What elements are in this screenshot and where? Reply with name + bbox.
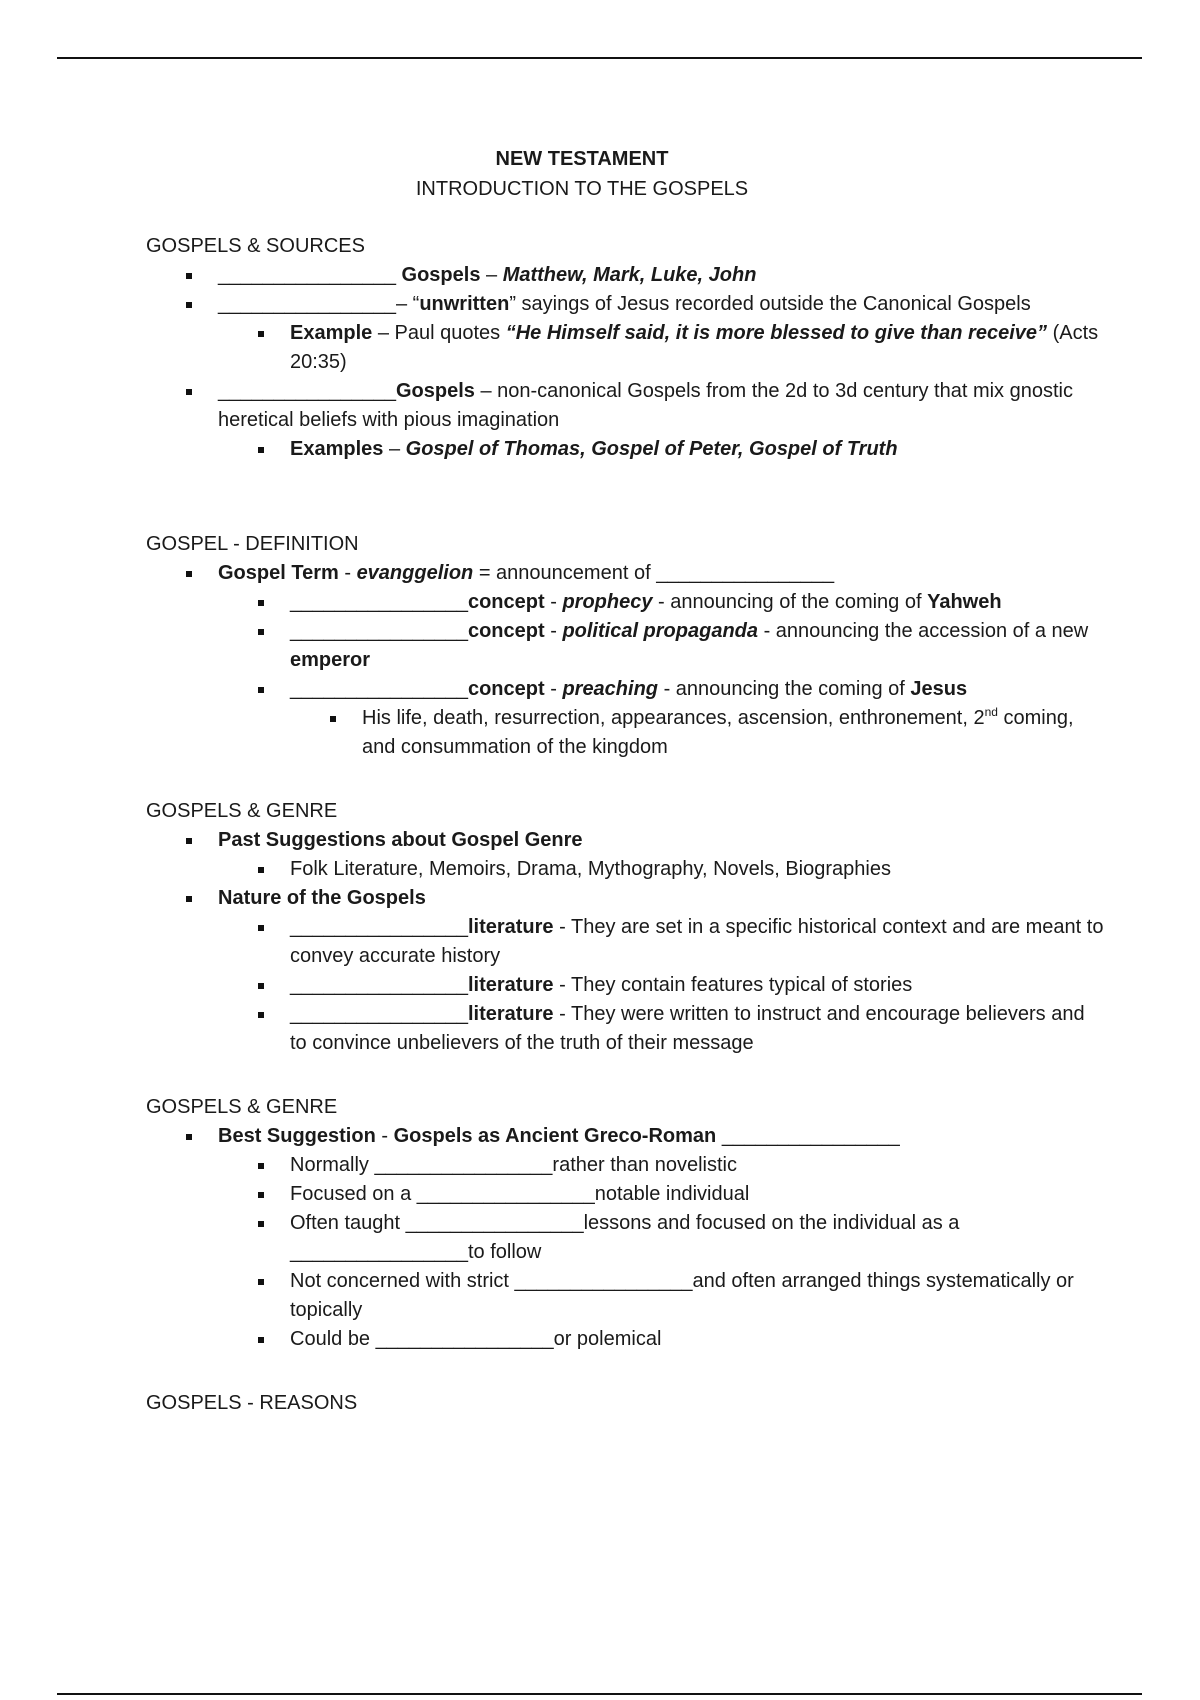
bullet-icon	[186, 896, 192, 902]
top-rule	[57, 57, 1142, 59]
term: Nature of the Gospels	[218, 887, 426, 909]
superscript: nd	[984, 705, 998, 719]
bullet-icon	[258, 1163, 264, 1169]
concept-type: prophecy	[562, 591, 653, 613]
term: emperor	[290, 649, 371, 671]
text: - They contain features typical of stories	[553, 974, 913, 996]
term: concept	[467, 591, 545, 613]
text: to follow	[467, 1241, 542, 1263]
fill-blank: ________________	[290, 1241, 468, 1263]
bullet-list	[146, 559, 1106, 762]
bullet-icon	[258, 1279, 264, 1285]
term: Gospel Term	[218, 562, 339, 584]
section-gospels-genre-best	[146, 1093, 1106, 1354]
canonical-gospels: Matthew, Mark, Luke, John	[502, 264, 757, 286]
fill-blank: ________________	[290, 678, 468, 700]
list-item	[146, 290, 1106, 319]
term: literature	[467, 1003, 554, 1025]
text: Could be	[290, 1328, 376, 1350]
list-item	[146, 913, 1106, 971]
text: lessons and focused on the individual as a	[583, 1212, 960, 1234]
list-item	[146, 435, 1106, 464]
text: - announcing the accession of a new	[758, 620, 1089, 642]
concept-type: preaching	[562, 678, 659, 700]
text: or polemical	[553, 1328, 662, 1350]
text: Folk Literature, Memoirs, Drama, Mythography, Novels, Biographies	[290, 858, 891, 880]
fill-blank: ________________	[218, 380, 396, 402]
list-item	[146, 826, 1106, 855]
concept-type: political propaganda	[562, 620, 759, 642]
text: –	[383, 438, 406, 460]
quote: “He Himself said, it is more blessed to give than receive”	[505, 322, 1048, 344]
fill-blank: ________________	[290, 1003, 468, 1025]
list-item	[146, 704, 1106, 762]
bullet-icon	[330, 716, 336, 722]
term: Gospels	[395, 380, 475, 402]
bullet-icon	[258, 687, 264, 693]
text: -	[544, 678, 563, 700]
bullet-icon	[258, 1192, 264, 1198]
term: concept	[467, 678, 545, 700]
text: -	[338, 562, 357, 584]
bullet-icon	[186, 571, 192, 577]
term: Jesus	[910, 678, 968, 700]
bullet-icon	[258, 1337, 264, 1343]
text: His life, death, resurrection, appearances, ascension, enthronement, 2	[362, 707, 985, 729]
term: Past Suggestions about Gospel Genre	[218, 829, 583, 851]
term: unwritten	[419, 293, 510, 315]
list-item	[146, 559, 1106, 588]
text: –	[480, 264, 503, 286]
term: literature	[467, 974, 554, 996]
section-gospels-genre	[146, 797, 1106, 1058]
bullet-icon	[186, 389, 192, 395]
term: Best Suggestion	[218, 1125, 376, 1147]
term: literature	[467, 916, 554, 938]
list-item	[146, 588, 1106, 617]
greek-term: evanggelion	[356, 562, 474, 584]
text: - They are set in a specific historical context and are meant to convey accurate history	[290, 916, 1104, 967]
bullet-icon	[258, 1012, 264, 1018]
text: Focused on a	[290, 1183, 417, 1205]
list-item	[146, 884, 1106, 913]
bullet-icon	[258, 867, 264, 873]
list-item	[146, 377, 1106, 435]
section-heading: GOSPELS & GENRE	[146, 1096, 338, 1118]
text: – non-canonical Gospels from the 2d to 3d century that mix gnostic heretical beliefs with pious imagination	[218, 380, 1073, 431]
text: -	[544, 591, 563, 613]
bullet-list	[146, 261, 1106, 464]
bullet-icon	[258, 331, 264, 337]
term: Yahweh	[927, 591, 1002, 613]
document-title: NEW TESTAMENT	[495, 148, 669, 170]
text: – “	[395, 293, 420, 315]
bottom-rule	[57, 1693, 1142, 1695]
bullet-icon	[186, 838, 192, 844]
text: - They were written to instruct and encourage believers and to convince unbelievers of the truth of their message	[290, 1003, 1085, 1054]
bullet-icon	[258, 983, 264, 989]
section-gospels-reasons	[146, 1389, 1106, 1418]
term: concept	[467, 620, 545, 642]
list-item	[146, 855, 1106, 884]
list-item	[146, 1151, 1106, 1180]
text: - announcing of the coming of	[652, 591, 928, 613]
text: Not concerned with strict	[290, 1270, 515, 1292]
text: rather than novelistic	[552, 1154, 737, 1176]
section-heading: GOSPELS & GENRE	[146, 800, 338, 822]
bullet-list	[146, 1122, 1106, 1354]
list-item	[146, 1180, 1106, 1209]
text: and often arranged things systematically or topically	[290, 1270, 1074, 1321]
section-heading: GOSPELS & SOURCES	[146, 235, 365, 257]
fill-blank: ________________	[374, 1154, 553, 1176]
bullet-list	[146, 826, 1106, 1058]
fill-blank: ________________	[290, 620, 468, 642]
text: Normally	[290, 1154, 375, 1176]
bullet-icon	[186, 302, 192, 308]
fill-blank: ________________	[218, 264, 396, 286]
fill-blank: ________________	[290, 591, 468, 613]
bullet-icon	[258, 925, 264, 931]
section-heading: GOSPEL - DEFINITION	[146, 533, 359, 555]
list-item	[146, 1122, 1106, 1151]
term: Gospels as Ancient Greco-Roman	[393, 1125, 717, 1147]
bullet-icon	[258, 629, 264, 635]
fill-blank: ________________	[218, 293, 396, 315]
text: coming, and consummation of the kingdom	[362, 707, 1074, 758]
fill-blank: ________________	[375, 1328, 554, 1350]
bullet-icon	[258, 600, 264, 606]
list-item	[146, 1209, 1106, 1267]
text: – Paul quotes	[372, 322, 506, 344]
fill-blank: ________________	[721, 1125, 900, 1147]
section-heading: GOSPELS - REASONS	[146, 1392, 358, 1414]
list-item	[146, 1267, 1106, 1325]
fill-blank: ________________	[514, 1270, 693, 1292]
fill-blank: ________________	[290, 974, 468, 996]
list-item	[146, 675, 1106, 704]
text: = announcement of	[473, 562, 657, 584]
term: Examples	[290, 438, 384, 460]
list-item	[146, 617, 1106, 675]
fill-blank: ________________	[290, 916, 468, 938]
text: notable individual	[594, 1183, 750, 1205]
text: -	[544, 620, 563, 642]
reference: (Acts 20:35)	[290, 322, 1099, 373]
bullet-icon	[258, 447, 264, 453]
text: Often taught	[290, 1212, 406, 1234]
list-item	[146, 971, 1106, 1000]
term: Example	[290, 322, 373, 344]
fill-blank: ________________	[405, 1212, 584, 1234]
bullet-icon	[186, 1134, 192, 1140]
document-subtitle: INTRODUCTION TO THE GOSPELS	[415, 178, 749, 200]
fill-blank: ________________	[416, 1183, 595, 1205]
list-item	[146, 1325, 1106, 1354]
text: -	[375, 1125, 394, 1147]
bullet-icon	[258, 1221, 264, 1227]
list-item	[146, 261, 1106, 290]
list-item	[146, 319, 1106, 377]
examples: Gospel of Thomas, Gospel of Peter, Gospel of Truth	[405, 438, 898, 460]
text: - announcing the coming of	[658, 678, 911, 700]
section-gospel-definition	[146, 530, 1106, 762]
term: Gospels	[401, 264, 481, 286]
fill-blank: ________________	[656, 562, 835, 584]
text: ” sayings of Jesus recorded outside the Canonical Gospels	[509, 293, 1031, 315]
section-gospels-sources	[146, 232, 1106, 464]
bullet-icon	[186, 273, 192, 279]
list-item	[146, 1000, 1106, 1058]
